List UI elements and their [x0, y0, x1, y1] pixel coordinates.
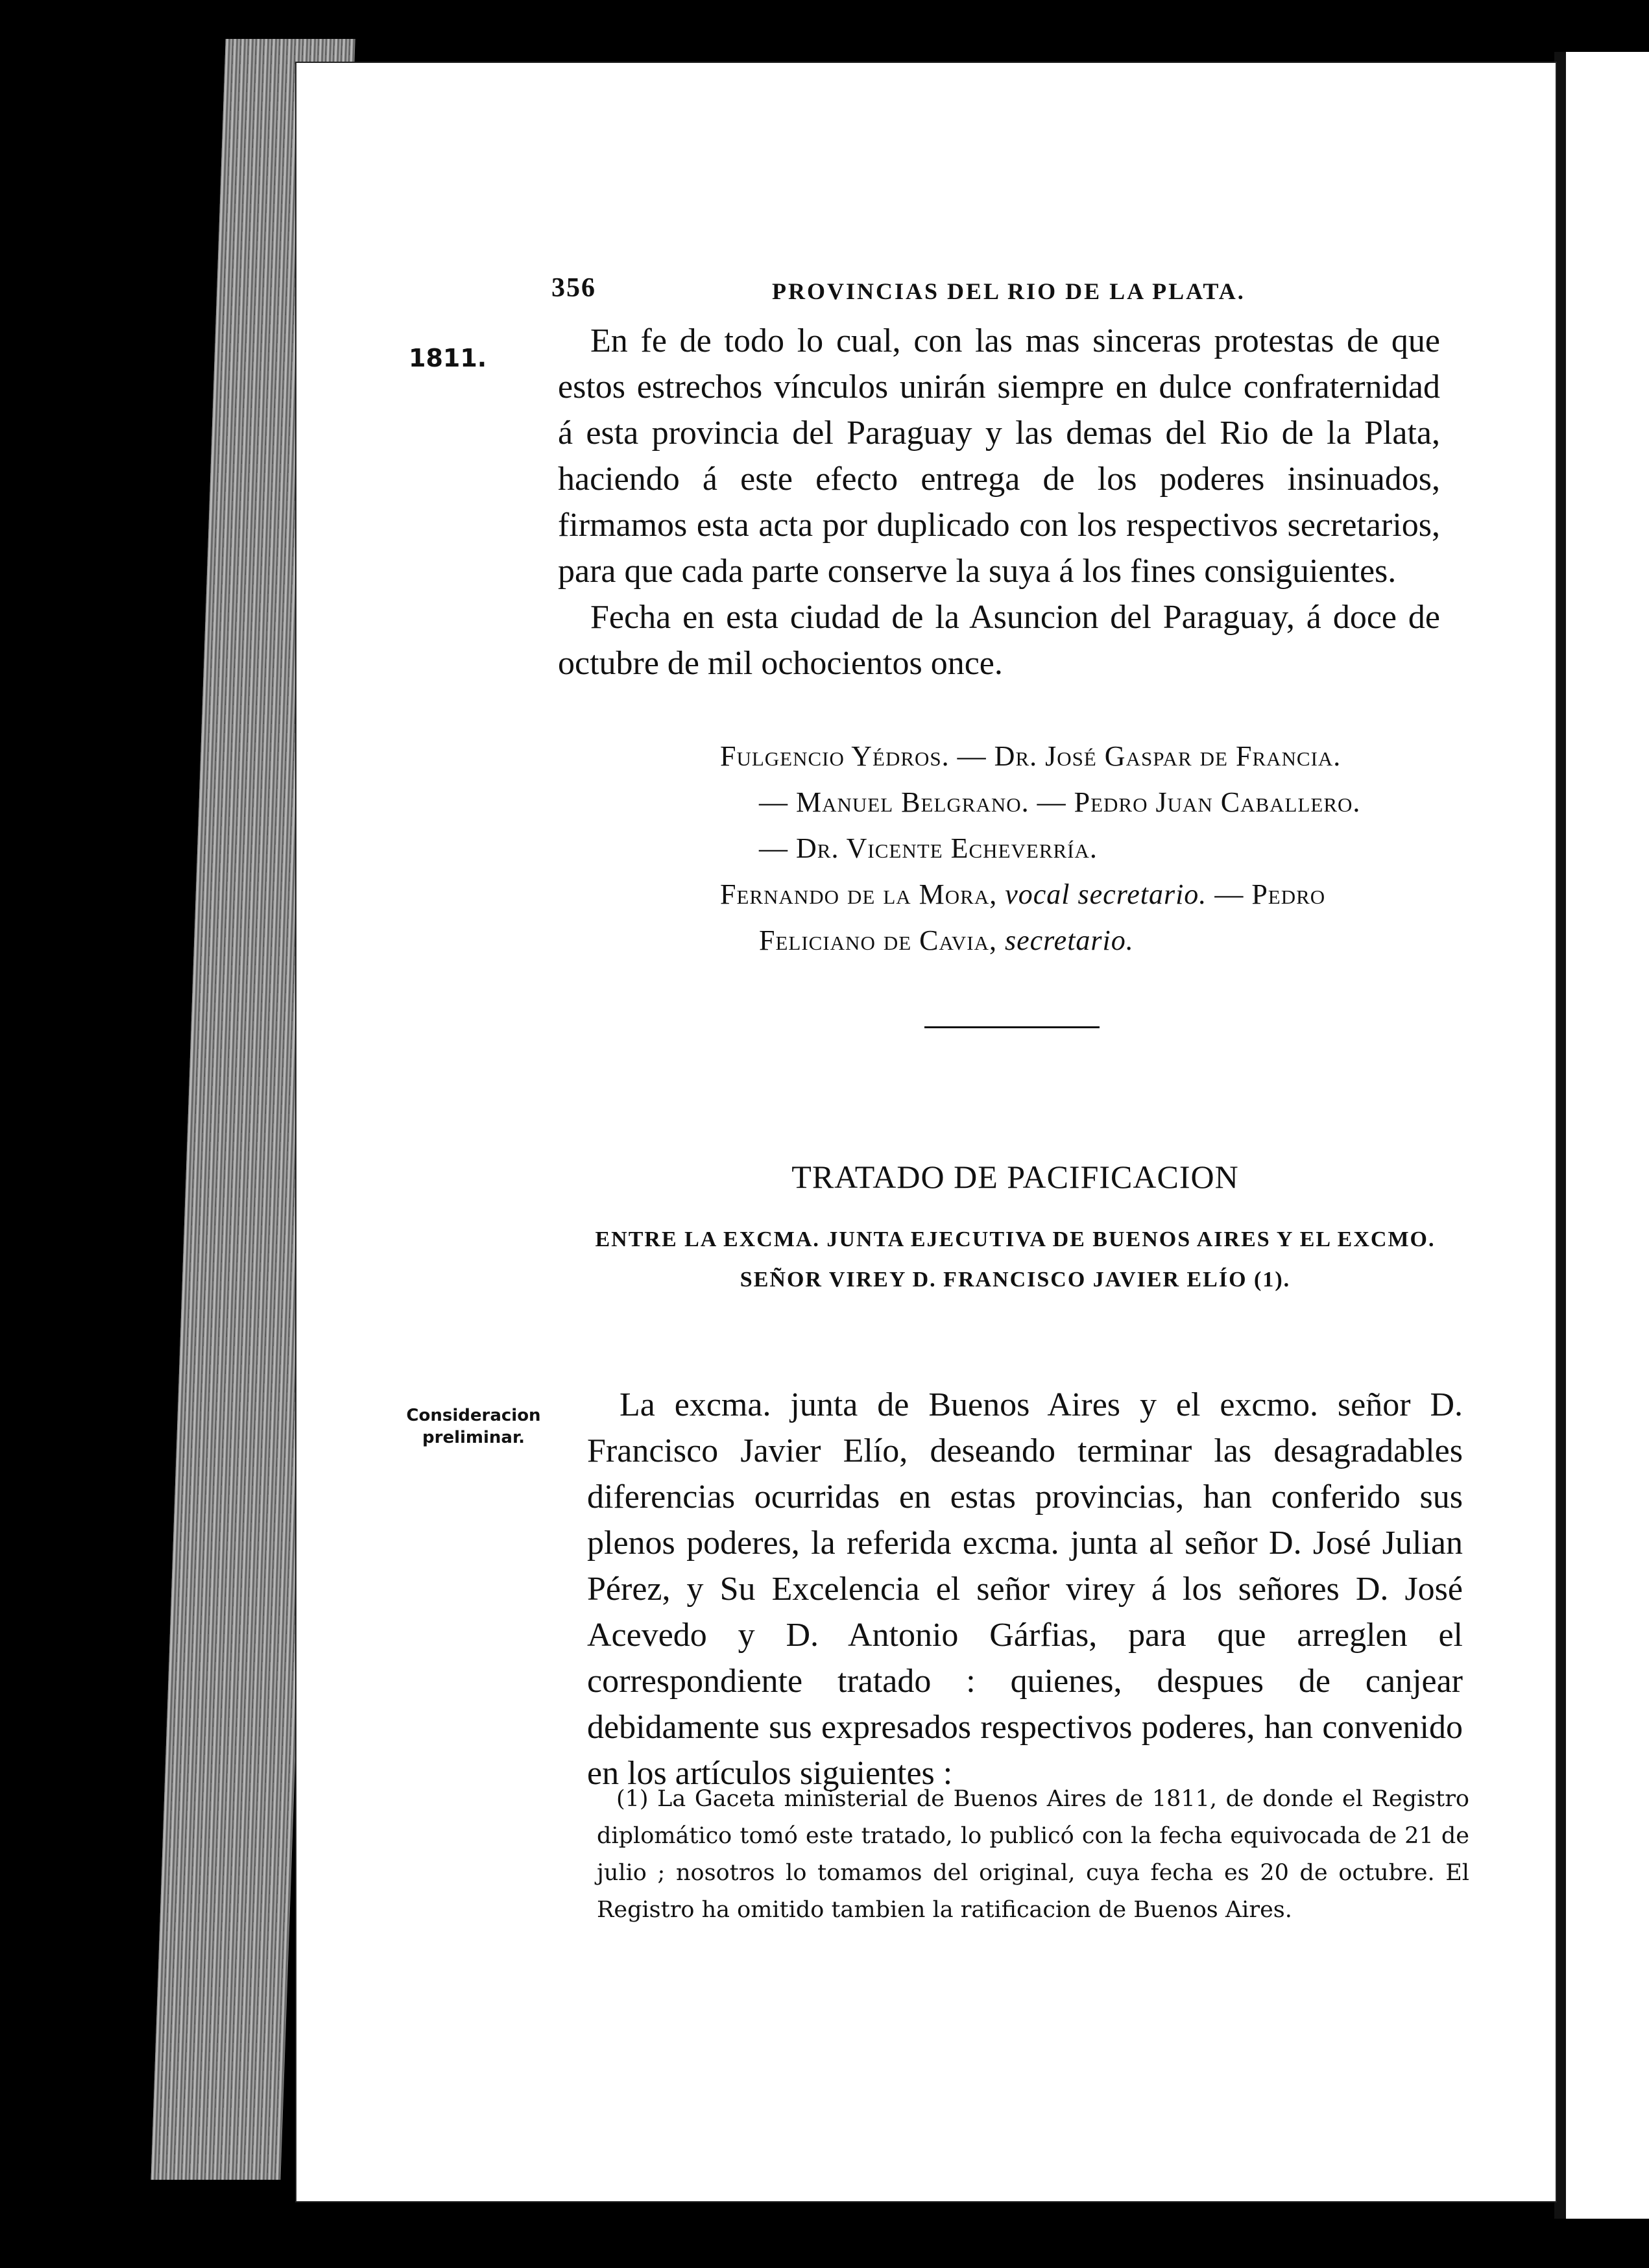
paragraph: La excma. junta de Buenos Aires y el excmo. señor D. Francisco Javier Elío, deseando terminar las desagradables diferencias ocurridas en estas provincias, han conferido sus plenos poderes, la referida excma. junta al señor D. José Julian Pérez, y Su Excelencia el señor virey á los señores D. José Acevedo y D. Antonio Gárfias, para que arreglen el correspondiente tratado : quienes, despues de canjear debidamente sus expresados respectivos poderes, han convenido en los artículos siguientes :	[587, 1386, 1463, 1792]
paragraph: Fecha en esta ciudad de la Asuncion del Paraguay, á doce de octubre de mil ochocientos once.	[558, 599, 1440, 682]
margin-year: 1811.	[409, 344, 487, 372]
treaty-preamble	[587, 1382, 1463, 1796]
margin-note-line: Consideracion	[406, 1406, 541, 1425]
signature-line	[720, 917, 1447, 963]
footnote-text: (1) La Gaceta ministerial de Buenos Aires de 1811, de donde el Registro diplomático tomó este tratado, lo publicó con la fecha equivocada de 21 de julio ; nosotros lo tomamos del original, cuya fecha es 20 de octubre. El Registro ha omitido tambien la ratificacion de Buenos Aires.	[597, 1786, 1469, 1923]
running-head	[551, 272, 1265, 311]
signature-line: Fulgencio Yédros. — Dr. José Gaspar de Francia.	[720, 740, 1342, 772]
subtitle-line: SEÑOR VIREY D. FRANCISCO JAVIER ELÍO (1).	[740, 1268, 1291, 1292]
paragraph: En fe de todo lo cual, con las mas sinceras protestas de que estos estrechos vínculos unirán siempre en dulce confraternidad á esta provincia del Paraguay y las demas del Rio de la Plata, haciendo á este efecto entrega de los poderes insinuados, firmamos esta acta por duplicado con los respectivos secretarios, para que cada parte conserve la suya á los fines consiguientes.	[558, 322, 1440, 590]
section-title: TRATADO DE PACIFICACION	[791, 1159, 1239, 1195]
margin-note	[402, 1405, 545, 1449]
signatory-role: vocal secretario.	[1005, 878, 1207, 910]
closing-paragraphs	[558, 318, 1440, 686]
margin-note-line: preliminar.	[422, 1428, 525, 1447]
section-subtitle	[571, 1220, 1460, 1300]
page-number: 356	[551, 273, 596, 303]
signature-line: — Dr. Vicente Echeverría.	[759, 832, 1098, 864]
running-title: PROVINCIAS DEL RIO DE LA PLATA.	[772, 278, 1246, 304]
signatory-role: secretario.	[1005, 924, 1134, 956]
signatory-name: Fernando de la Mora,	[720, 878, 1005, 910]
signatory-name: — Pedro	[1207, 878, 1326, 910]
signature-line	[720, 871, 1447, 917]
signatory-name: Feliciano de Cavia,	[759, 924, 1005, 956]
subtitle-line: ENTRE LA EXCMA. JUNTA EJECUTIVA DE BUENOS AIRES Y EL EXCMO.	[595, 1227, 1436, 1251]
signatures-block	[720, 733, 1447, 963]
footnote	[597, 1781, 1469, 1929]
section-divider	[924, 1026, 1100, 1028]
signature-line: — Manuel Belgrano. — Pedro Juan Caballero.	[759, 786, 1361, 818]
facing-page-edge	[1557, 52, 1649, 2219]
